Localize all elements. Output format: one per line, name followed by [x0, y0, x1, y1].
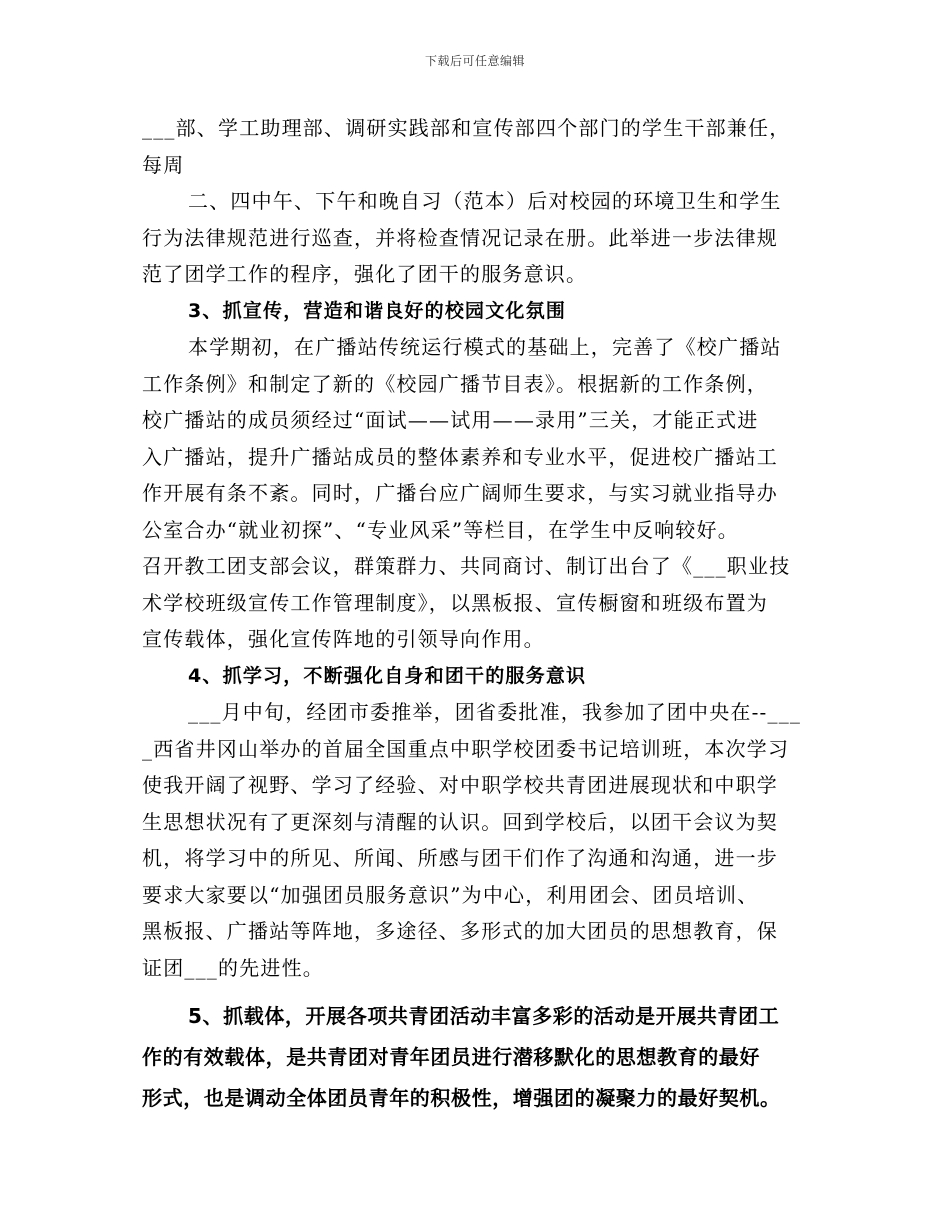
- page-header: 下载后可任意编辑: [424, 54, 525, 68]
- document-body: [142, 110, 822, 986]
- text-line: 二、四中午、下午和晚自习（范本）后对校园的环境卫生和学生: [188, 189, 782, 213]
- text-line: 证团___的先进性。: [142, 955, 324, 980]
- text-line: 作开展有条不紊。同时，广播台应广阔师生要求，与实习就业指导办: [142, 481, 778, 505]
- text-line: 要求大家要以“加强团员服务意识”为中心，利用团会、团员培训、: [142, 882, 759, 907]
- section-heading: 4、抓学习，不断强化自身和团干的服务意识: [188, 664, 587, 687]
- text-line: 本学期初，在广播站传统运行模式的基础上，完善了《校广播站: [188, 335, 782, 359]
- text-line: 黑板报、广播站等阵地，多途径、多形式的加大团员的思想教育，保: [142, 919, 778, 943]
- text-line: 机，将学习中的所见、所闻、所感与团干们作了沟通和沟通，进一步: [142, 846, 778, 870]
- bold-line: 5、抓载体，开展各项共青团活动丰富多彩的活动是开展共青团工: [188, 1004, 780, 1028]
- text-line: ___部、学工助理部、调研实践部和宣传部四个部门的学生干部兼任，: [142, 116, 791, 140]
- text-line: ___月中旬，经团市委推举，团省委批准，我参加了团中央在--___: [188, 700, 802, 724]
- text-line: 生思想状况有了更深刻与清醒的认识。回到学校后，以团干会议为契: [142, 809, 778, 834]
- bold-line: 作的有效载体，是共青团对青年团员进行潜移默化的思想教育的最好: [142, 1045, 760, 1069]
- text-line: 宣传载体，强化宣传阵地的引领导向作用。: [142, 627, 545, 651]
- bold-line: 形式，也是调动全体团员青年的积极性，增强团的凝聚力的最好契机。: [142, 1086, 781, 1110]
- text-line: 术学校班级宣传工作管理制度》，以黑板报、宣传橱窗和班级布置为: [142, 590, 768, 615]
- text-line: 工作条例》和制定了新的《校园广播节目表》。根据新的工作条例，: [142, 371, 768, 396]
- text-line: 入广播站，提升广播站成员的整体素养和专业水平，促进校广播站工: [142, 444, 778, 469]
- text-line: 使我开阔了视野、学习了经验、对中职学校共青团进展现状和中职学: [142, 773, 778, 797]
- text-line: 公室合办“就业初探”、“专业风采”等栏目，在学生中反响较好。: [142, 517, 739, 542]
- text-line: 范了团学工作的程序，强化了团干的服务意识。: [142, 262, 588, 286]
- section-heading: 3、抓宣传，营造和谐良好的校园文化氛围: [188, 299, 567, 322]
- text-line: 每周: [142, 152, 185, 177]
- text-line: 校广播站的成员须经过“面试——试用——录用”三关，才能正式进: [142, 408, 759, 432]
- text-line: 行为法律规范进行巡查，并将检查情况记录在册。此举进一步法律规: [142, 225, 778, 250]
- text-line: 召开教工团支部会议，群策群力、共同商讨、制订出台了《___职业技: [142, 554, 791, 578]
- bold-paragraph: [142, 996, 832, 1119]
- text-line: _西省井冈山举办的首届全国重点中职学校团委书记培训班，本次学习: [142, 736, 790, 761]
